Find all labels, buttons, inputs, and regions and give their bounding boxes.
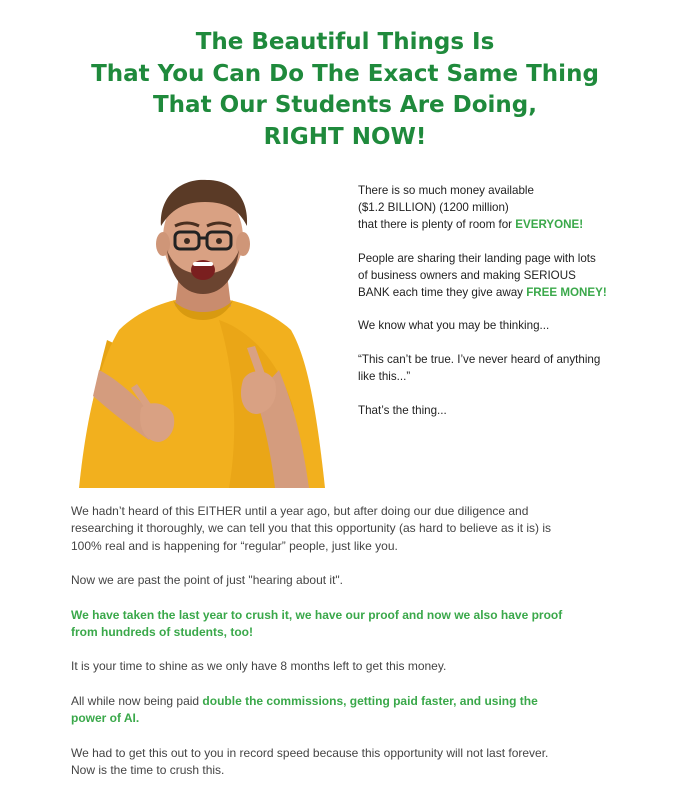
- side-p2-line-3-text: BANK each time they give away: [358, 285, 527, 299]
- main-copy: [71, 503, 631, 796]
- headline-line-1: The Beautiful Things Is: [195, 29, 495, 55]
- thinking-paragraph: [358, 318, 648, 335]
- free-money-highlight: FREE MONEY!: [526, 285, 607, 299]
- body-paragraph-5: [71, 693, 631, 728]
- body-paragraph-1: [71, 503, 631, 555]
- everyone-highlight: EVERYONE!: [515, 217, 584, 231]
- body-p2-line: Now we are past the point of just "hearing about it".: [71, 573, 344, 588]
- body-paragraph-3-highlight: [71, 607, 631, 642]
- headline-line-4: RIGHT NOW!: [263, 123, 427, 150]
- side-p2-line-1: People are sharing their landing page with lots: [358, 251, 596, 265]
- side-p1-line-3-text: that there is plenty of room for: [358, 217, 516, 231]
- body-p4-line: It is your time to shine as we only have 8 months left to get this money.: [71, 659, 447, 674]
- excited-man-photo: [79, 170, 325, 488]
- ai-highlight: power of AI.: [71, 711, 140, 726]
- side-p3-line: We know what you may be thinking...: [358, 319, 550, 333]
- body-paragraph-2: [71, 572, 631, 589]
- commissions-highlight: double the commissions, getting paid faster, and using the: [202, 693, 538, 708]
- landing-page-paragraph: [358, 251, 648, 302]
- headline-line-2: That You Can Do The Exact Same Thing: [91, 60, 599, 87]
- body-paragraph-4: [71, 658, 631, 675]
- excited-man-pointing-icon: [79, 170, 325, 488]
- side-p4-line-1: “This can’t be true. I’ve never heard of anything: [358, 353, 601, 367]
- side-p4-line-2: like this...”: [358, 370, 411, 384]
- body-p1-line-3: 100% real and is happening for “regular” people, just like you.: [71, 538, 398, 553]
- intro-copy: [358, 183, 648, 437]
- body-p6-line-2: Now is the time to crush this.: [71, 763, 225, 778]
- side-p1-line-2: ($1.2 BILLION) (1200 million): [358, 200, 509, 214]
- body-p6-line-1: We had to get this out to you in record speed because this opportunity will not last forever.: [71, 745, 549, 760]
- headline-line-3: That Our Students Are Doing,: [152, 92, 538, 118]
- body-p1-line-1: We hadn’t heard of this EITHER until a year ago, but after doing our due diligence and: [71, 504, 529, 518]
- body-p5-text: All while now being paid: [71, 693, 203, 708]
- thats-the-thing-paragraph: [358, 403, 648, 420]
- side-p2-line-2: of business owners and making SERIOUS: [358, 268, 576, 282]
- body-paragraph-6: [71, 745, 631, 780]
- body-p3-line-1: We have taken the last year to crush it, we have our proof and now we also have proof: [71, 607, 563, 622]
- body-p1-line-2: researching it thoroughly, we can tell you that this opportunity (as hard to believe as it is) is: [71, 521, 552, 536]
- side-p1-line-1: There is so much money available: [358, 184, 534, 197]
- page-headline: [40, 27, 650, 153]
- body-p3-line-2: from hundreds of students, too!: [71, 625, 253, 640]
- side-p1-line-3: [358, 217, 648, 234]
- body-p5-line-1: [71, 693, 631, 710]
- quote-paragraph: [358, 352, 648, 386]
- side-p2-line-3: [358, 285, 648, 302]
- money-available-paragraph: [358, 183, 648, 234]
- side-p5-line: That’s the thing...: [358, 404, 447, 418]
